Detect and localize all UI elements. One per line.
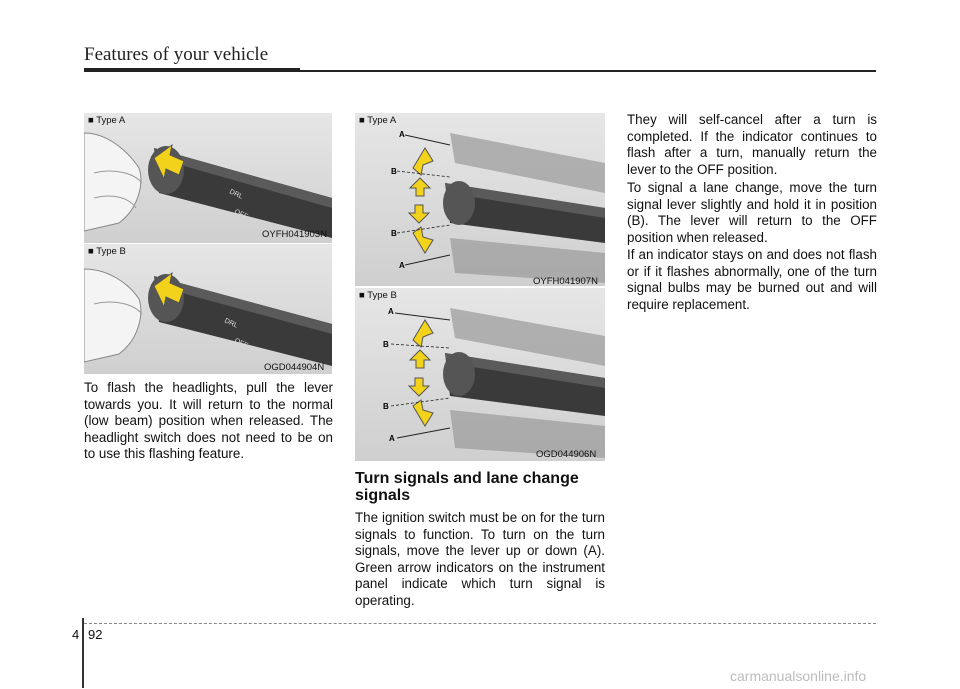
page-header-title: Features of your vehicle — [84, 44, 269, 65]
figure-type-label: ■ Type B — [359, 290, 397, 301]
turn-lever-illustration — [355, 113, 605, 286]
figure-type-label: ■ Type A — [88, 115, 126, 126]
mark-a-top: A — [399, 130, 405, 139]
lever-illustration — [84, 244, 332, 374]
watermark: carmanualsonline.info — [730, 668, 867, 684]
mark-b-top: B — [391, 167, 397, 176]
mark-b-bottom: B — [383, 402, 389, 411]
figure-type-label: ■ Type A — [359, 115, 397, 126]
mark-a-bottom: A — [399, 261, 405, 270]
mark-a-top: A — [388, 307, 394, 316]
figure-code: OYFH041907N — [533, 276, 598, 286]
flash-paragraph: To flash the headlights, pull the lever towards you. It will return to the normal (low beam) position when released. The headlight switch does not need to be on to use this flashing feature. — [84, 380, 333, 462]
lever-mark-off: OFF — [233, 208, 249, 221]
page-number: 92 — [88, 627, 103, 642]
bulb-paragraph: If an indicator stays on and does not flash or if it flashes abnormally, one of the turn signal bulbs may be burned out and will require replacement. — [627, 247, 877, 312]
lever-mark-drl: DRL — [228, 188, 244, 201]
lane-change-paragraph: To signal a lane change, move the turn signal lever slightly and hold it in position (B). The lever will return to the OFF position when released. — [627, 180, 877, 245]
lever-illustration — [84, 113, 332, 243]
header-rule-thin — [300, 70, 876, 72]
figure-turn-type-a — [355, 113, 605, 286]
footer-rule-vertical — [82, 618, 84, 688]
turn-signal-paragraph: The ignition switch must be on for the turn signals to function. To turn on the turn signals, move the lever up or down (A). Green arrow indicators on the instrument panel indicate which turn signal is operating. — [355, 510, 605, 608]
figure-code: OYFH041903N — [262, 229, 327, 240]
mark-b-top: B — [383, 340, 389, 349]
figure-flash-type-b — [84, 244, 332, 374]
section-heading: Turn signals and lane change signals — [355, 470, 579, 504]
figure-turn-type-b — [355, 288, 605, 461]
header-rule — [84, 68, 300, 72]
self-cancel-paragraph: They will self-cancel after a turn is completed. If the indicator continues to flash after a turn, manually return the lever to the OFF position. — [627, 112, 877, 177]
mark-b-bottom: B — [391, 229, 397, 238]
figure-code: OGD044906N — [536, 449, 597, 460]
figure-code: OGD044904N — [264, 362, 325, 373]
footer-rule — [84, 623, 876, 624]
turn-lever-illustration — [355, 288, 605, 461]
figure-type-label: ■ Type B — [88, 246, 126, 257]
figure-flash-type-a — [84, 113, 332, 243]
mark-a-bottom: A — [389, 434, 395, 443]
lever-mark-off: OFF — [233, 337, 249, 350]
lever-mark-drl: DRL — [223, 317, 239, 330]
chapter-number: 4 — [72, 627, 80, 642]
